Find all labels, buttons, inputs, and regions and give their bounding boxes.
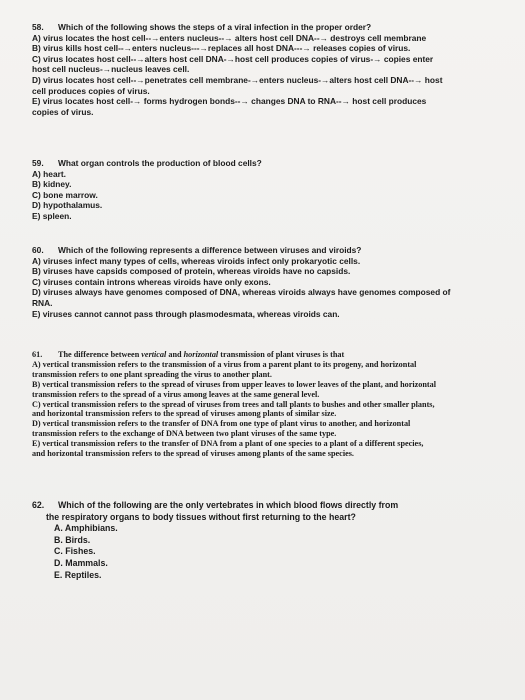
- question-text-mid: and: [166, 350, 184, 359]
- question-number: 62.: [32, 500, 45, 510]
- answer-option-continued: transmission refers to one plant spreading the virus to another plant.: [32, 369, 272, 379]
- answer-option-continued: and horizontal transmission refers to the spread of viruses among plants of the same species.: [32, 449, 354, 459]
- answer-option: B) viruses have capsids composed of protein, whereas viroids have no capsids.: [32, 266, 351, 277]
- answer-option: A) viruses infect many types of cells, whereas viroids infect only prokaryotic cells.: [32, 255, 361, 266]
- question-58-header: [32, 22, 442, 33]
- question-text: Which of the following are the only vertebrates in which blood flows directly from: [58, 500, 399, 510]
- question-59-header: [32, 158, 262, 169]
- answer-option: E) viruses cannot cannot pass through plasmodesmata, whereas viroids can.: [32, 308, 340, 319]
- answer-option: B. Birds.: [54, 534, 91, 545]
- question-text-continued: the respiratory organs to body tissues without first returning to the heart?: [46, 511, 356, 522]
- question-61-header: [32, 350, 436, 360]
- answer-option: A) virus locates the host cell--→enters nucleus--→ alters host cell DNA--→ destroys cell membrane: [32, 32, 427, 43]
- question-59: [32, 158, 262, 222]
- question-number: 58.: [32, 22, 44, 32]
- answer-option: E) virus locates host cell-→ forms hydrogen bonds--→ changes DNA to RNA--→ host cell produces: [32, 96, 427, 107]
- question-text: What organ controls the production of blood cells?: [58, 158, 262, 168]
- answer-option: D) vertical transmission refers to the transfer of DNA from one type of plant virus to another, and horizontal: [32, 419, 411, 429]
- answer-option-continued: RNA.: [32, 297, 53, 308]
- answer-option: E) spleen.: [32, 210, 72, 221]
- answer-option: C. Fishes.: [54, 546, 96, 557]
- answer-option: B) kidney.: [32, 179, 72, 190]
- answer-option: D) virus locates host cell--→penetrates cell membrane-→enters nucleus-→alters host cell DNA--→ host: [32, 74, 443, 85]
- answer-option-continued: transmission refers to the exchange of DNA between two plant viruses of the same type.: [32, 429, 337, 439]
- question-61: [32, 350, 436, 459]
- question-62-header: [32, 500, 398, 512]
- question-number: 61.: [32, 350, 43, 359]
- answer-option: C) bone marrow.: [32, 189, 98, 200]
- question-62: [32, 500, 398, 581]
- answer-option: A. Amphibians.: [54, 523, 118, 534]
- question-number: 59.: [32, 158, 44, 168]
- question-60-header: [32, 245, 450, 256]
- answer-option: B) virus kills host cell--→enters nucleus---→replaces all host DNA---→ releases copies of virus.: [32, 43, 411, 54]
- question-text: Which of the following shows the steps of a viral infection in the proper order?: [58, 22, 372, 32]
- question-text: Which of the following represents a difference between viruses and viroids?: [58, 245, 362, 255]
- answer-option: C) virus locates host cell--→alters host cell DNA-→host cell produces copies of virus-→ copies enter: [32, 53, 434, 64]
- answer-option-continued: cell produces copies of virus.: [32, 85, 150, 96]
- answer-option: D. Mammals.: [54, 557, 108, 568]
- emphasis-horizontal: horizontal: [183, 350, 219, 359]
- question-text-post: transmission of plant viruses is that: [218, 350, 345, 359]
- answer-option-continued: and horizontal transmission refers to the spread of viruses among plants of similar size.: [32, 409, 337, 419]
- answer-option: C) vertical transmission refers to the spread of viruses from trees and tall plants to bushes and other smaller plants,: [32, 399, 435, 409]
- answer-option: E) vertical transmission refers to the transfer of DNA from a plant of one species to a plant of a different species,: [32, 439, 424, 449]
- emphasis-vertical: vertical: [141, 350, 167, 359]
- question-58: [32, 22, 442, 117]
- answer-option-continued: copies of virus.: [32, 106, 94, 117]
- answer-option: C) viruses contain introns whereas viroids have only exons.: [32, 276, 271, 287]
- answer-option: D) viruses always have genomes composed of DNA, whereas viroids always have genomes composed of: [32, 287, 451, 298]
- answer-option: A) heart.: [32, 168, 66, 179]
- question-60: [32, 245, 450, 319]
- question-text-pre: The difference between: [58, 350, 142, 359]
- answer-option-continued: transmission refers to the spread of a virus among leaves at the same general level.: [32, 389, 320, 399]
- answer-option: B) vertical transmission refers to the spread of viruses from upper leaves to lower leaves of the plant, and horizontal: [32, 379, 437, 389]
- answer-option: A) vertical transmission refers to the transmission of a virus from a parent plant to its progeny, and horizontal: [32, 359, 417, 369]
- answer-option: E. Reptiles.: [54, 569, 102, 580]
- answer-option: D) hypothalamus.: [32, 200, 103, 211]
- answer-option-continued: host cell nucleus-→nucleus leaves cell.: [32, 64, 190, 75]
- question-number: 60.: [32, 245, 44, 255]
